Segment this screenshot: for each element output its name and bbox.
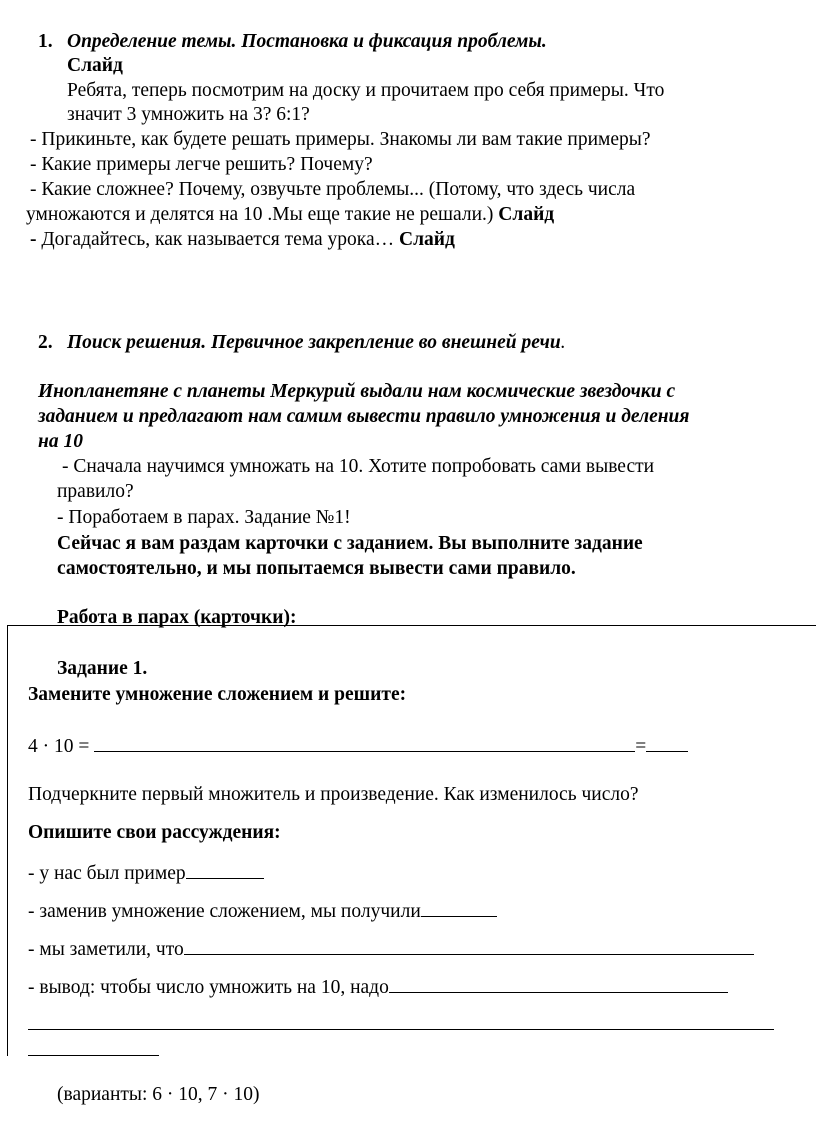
task-instruction: Замените умножение сложением и решите: [28, 684, 407, 705]
reasoning-2-text: - заменив умножение сложением, мы получили [28, 901, 421, 922]
alien-line-3: на 10 [38, 431, 83, 452]
intro-line-1: Ребята, теперь посмотрим на доску и прочитаем про себя примеры. Что [67, 80, 665, 101]
question-3-cont [26, 203, 554, 227]
reasoning-4-text: - вывод: чтобы число умножить на 10, надо [28, 977, 389, 998]
reasoning-3-text: - мы заметили, что [28, 939, 184, 960]
question-4-dash: - [30, 229, 37, 250]
para-2: - Поработаем в парах. Задание №1! [57, 507, 351, 528]
section2-number: 2. [38, 332, 53, 353]
bold-line-1: Сейчас я вам раздам карточки с заданием. Вы выполните задание [57, 533, 643, 554]
equals-sign: = [635, 736, 647, 757]
reasoning-2-blank[interactable] [421, 898, 497, 917]
section2-title-line [67, 331, 566, 355]
question-3-slide: Слайд [498, 204, 555, 225]
question-1: - Прикиньте, как будете решать примеры. Знакомы ли вам такие примеры? [30, 129, 651, 150]
question-3: - Какие сложнее? Почему, озвучьте проблемы... (Потому, что здесь числа [30, 179, 636, 200]
intro-line-2: значит 3 умножить на 3? 6:1? [67, 104, 310, 125]
reasoning-2 [28, 898, 497, 924]
reasoning-3-blank[interactable] [184, 936, 754, 955]
conclusion-line-1[interactable] [28, 1029, 774, 1030]
equation-row [28, 733, 688, 759]
reasoning-1-text: - у нас был пример [28, 863, 186, 884]
question-4-text: Догадайтесь, как называется тема урока… [41, 229, 395, 250]
result-answer-blank[interactable] [646, 733, 688, 752]
reasoning-3 [28, 936, 754, 962]
underline-question: Подчеркните первый множитель и произведение. Как изменилось число? [28, 784, 639, 805]
alien-line-2: заданием и предлагают нам самим вывести правило умножения и деления [38, 406, 690, 427]
reasoning-4-blank[interactable] [389, 974, 728, 993]
task-title: Задание 1. [57, 658, 148, 679]
question-3-text: умножаются и делятся на 10 .Мы еще такие не решали.) [26, 204, 494, 225]
section1-title: Определение темы. Постановка и фиксация проблемы. [67, 31, 547, 52]
reasoning-4 [28, 974, 728, 1000]
section1-number: 1. [38, 31, 53, 52]
question-4-slide: Слайд [399, 229, 455, 250]
para-1-line-2: правило? [57, 481, 134, 502]
bold-line-2: самостоятельно, и мы попытаемся вывести сами правило. [57, 558, 576, 579]
section2-title-period: . [560, 332, 566, 353]
reasoning-1 [28, 860, 264, 886]
question-4 [30, 228, 455, 252]
reasoning-1-blank[interactable] [186, 860, 264, 879]
section2-title: Поиск решения. Первичное закрепление во внешней речи [67, 332, 561, 353]
describe-heading: Опишите свои рассуждения: [28, 822, 281, 843]
conclusion-line-2[interactable] [28, 1055, 159, 1056]
para-1-line-1: - Сначала научимся умножать на 10. Хотите попробовать сами вывести [62, 456, 655, 477]
equation-text: 4 · 10 = [28, 736, 90, 757]
slide-label: Слайд [67, 55, 123, 76]
pairs-heading: Работа в парах (карточки): [57, 607, 297, 628]
sum-answer-blank[interactable] [94, 733, 635, 752]
alien-line-1: Инопланетяне с планеты Меркурий выдали нам космические звездочки с [38, 381, 676, 402]
variants: (варианты: 6 · 10, 7 · 10) [57, 1084, 260, 1105]
question-2: - Какие примеры легче решить? Почему? [30, 154, 373, 175]
